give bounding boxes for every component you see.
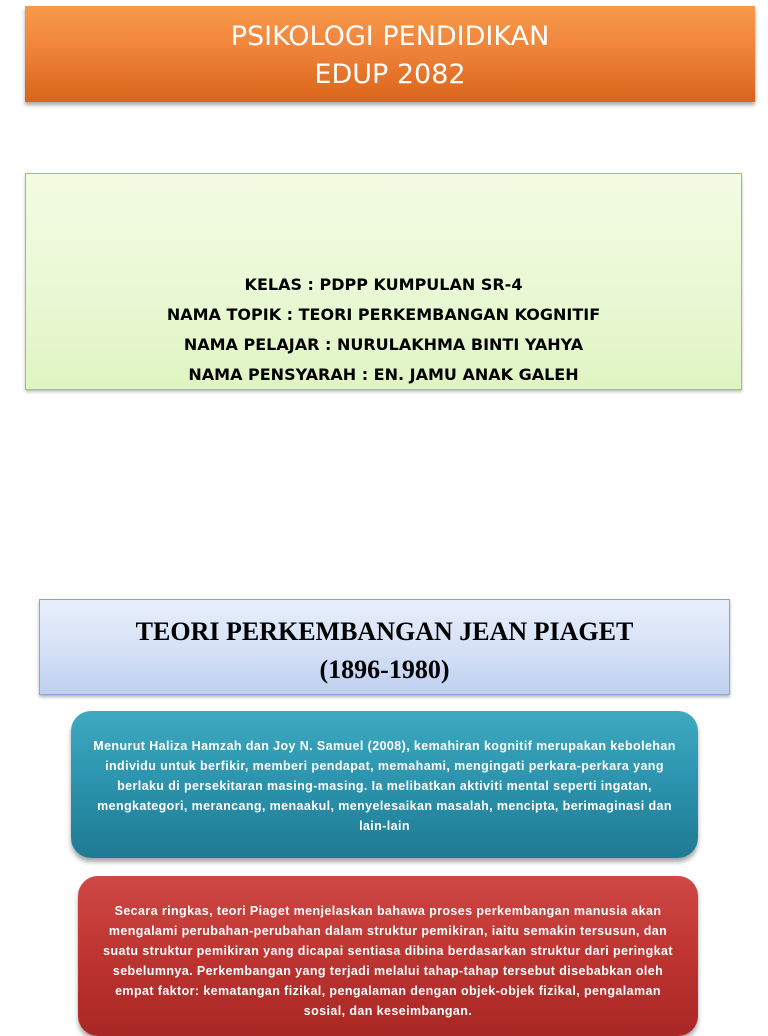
course-header-banner (25, 6, 755, 102)
topic-info: NAMA TOPIK : TEORI PERKEMBANGAN KOGNITIF (166, 305, 601, 324)
lecturer-name-info: NAMA PENSYARAH : EN. JAMU ANAK GALEH (188, 365, 579, 384)
student-name-info: NAMA PELAJAR : NURULAKHMA BINTI YAHYA (183, 335, 584, 354)
course-code: EDUP 2082 (314, 59, 466, 90)
class-info: KELAS : PDPP KUMPULAN SR-4 (244, 275, 523, 294)
summary-text: Secara ringkas, teori Piaget menjelaskan bahawa proses perkembangan manusia akan mengalami perubahan-perubahan dalam struktur pemikiran, iaitu semakin tersusun, dan suatu struktur pemikiran yang dicapai sentiasa dibina berdasarkan struktur dari peringkat sebelumnya. Perkembangan yang terjadi melalui tahap-tahap tersebut disebabkan oleh empat faktor: kematangan fizikal, pengalaman dengan objek-objek fizikal, pengalaman sosial, dan keseimbangan. (103, 904, 673, 1018)
section-title-years: (1896-1980) (319, 655, 450, 684)
section-title-box (39, 599, 730, 695)
summary-card (78, 876, 698, 1036)
course-name: PSIKOLOGI PENDIDIKAN (230, 21, 550, 52)
definition-text: Menurut Haliza Hamzah dan Joy N. Samuel (2008), kemahiran kognitif merupakan kebolehan individu untuk berfikir, memberi pendapat, memahami, mengingati perkara-perkara yang berlaku di persekitaran masing-masing. Ia melibatkan aktiviti mental seperti ingatan, mengkategori, merancang, menaakul, menyelesaikan masalah, mencipta, berimaginasi dan lain-lain (93, 739, 676, 833)
section-title: TEORI PERKEMBANGAN JEAN PIAGET (135, 617, 634, 646)
student-info-box (25, 173, 742, 390)
definition-card (71, 711, 698, 858)
